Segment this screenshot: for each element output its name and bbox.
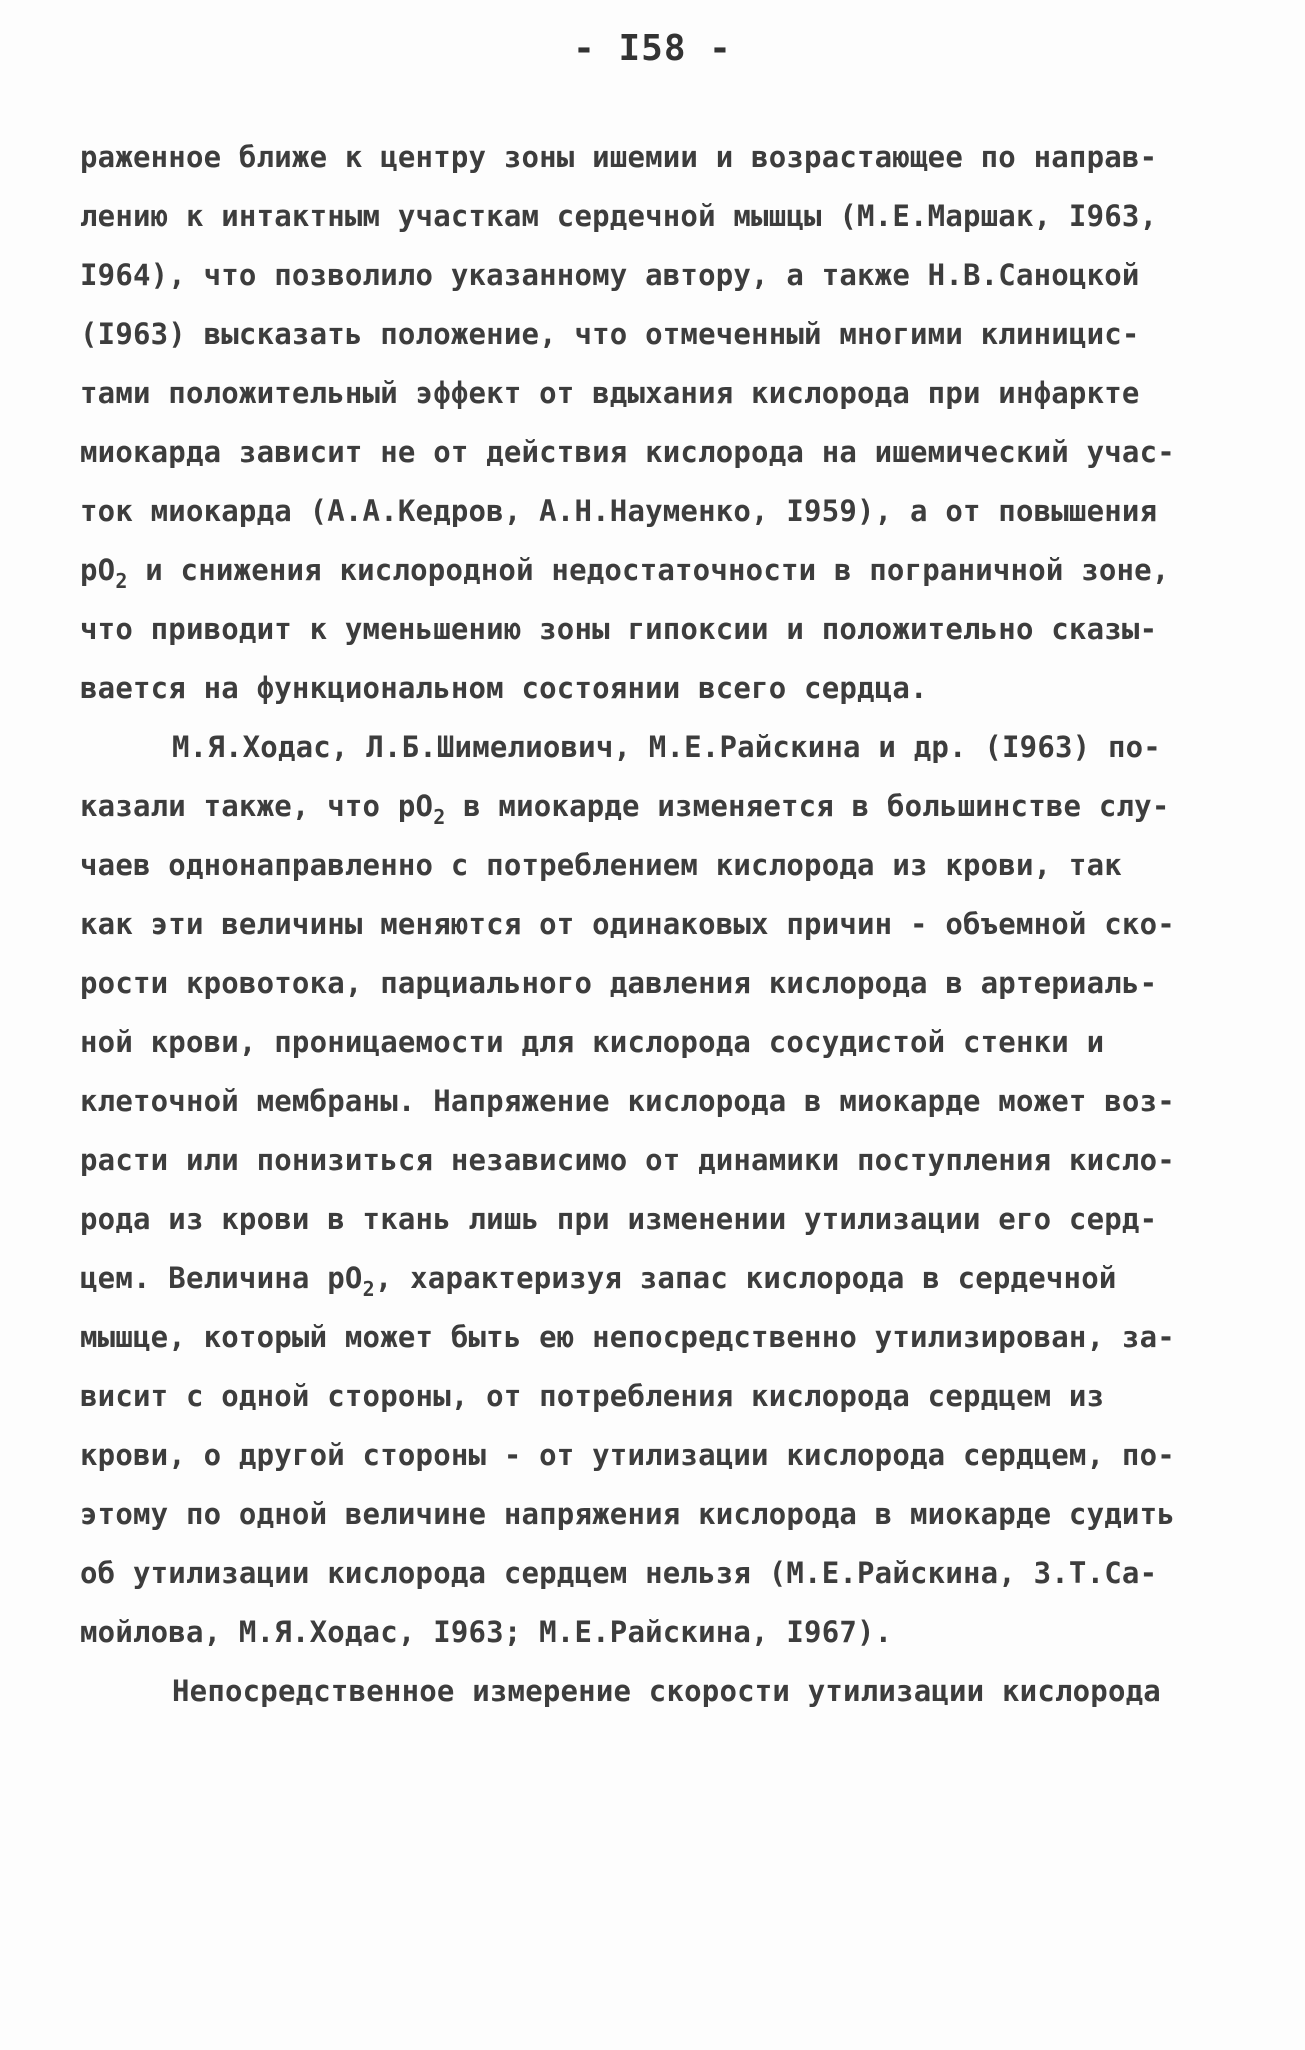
paragraph-first-line: М.Я.Ходас, Л.Б.Шимелиович, М.Е.Райскина и др. (I963) по- <box>172 730 1161 764</box>
text-line: об утилизации кислорода сердцем нельзя (М.Е.Райскина, З.Т.Са- <box>80 1556 1158 1590</box>
text-line <box>80 1258 1117 1309</box>
subscript: 2 <box>433 805 446 829</box>
line-rest: и снижения кислородной недостаточности в пограничной зоне, <box>127 553 1170 587</box>
text-line: миокарда зависит не от действия кислорода на ишемический учас- <box>80 435 1175 469</box>
line-start: казали также, что pO <box>80 789 434 823</box>
line-rest: , характеризуя запас кислорода в сердечной <box>374 1261 1117 1295</box>
text-line: ток миокарда (А.А.Кедров, А.Н.Науменко, I959), а от повышения <box>80 494 1158 528</box>
text-line: рости кровотока, парциального давления кислорода в артериаль- <box>80 966 1158 1000</box>
text-line: чаев однонаправленно с потреблением кислорода из крови, так <box>80 848 1122 882</box>
text-line: (I963) высказать положение, что отмеченный многими клиницис- <box>80 317 1140 351</box>
line-rest: в миокарде изменяется в большинстве слу- <box>445 789 1170 823</box>
text-line: как эти величины меняются от одинаковых причин - объемной ско- <box>80 907 1175 941</box>
po2-symbol: pO <box>80 553 116 587</box>
text-line: раженное ближе к центру зоны ишемии и возрастающее по направ- <box>80 140 1158 174</box>
page-number: - I58 - <box>573 28 732 69</box>
text-line <box>80 786 1170 837</box>
subscript: 2 <box>362 1277 375 1301</box>
text-line: тами положительный эффект от вдыхания кислорода при инфаркте <box>80 376 1140 410</box>
text-line: мойлова, М.Я.Ходас, I963; М.Е.Райскина, I967). <box>80 1615 893 1649</box>
line-start: цем. Величина pO <box>80 1261 363 1295</box>
text-line: рода из крови в ткань лишь при изменении утилизации его серд- <box>80 1202 1158 1236</box>
text-line: висит с одной стороны, от потребления кислорода сердцем из <box>80 1379 1105 1413</box>
paragraph-first-line: Непосредственное измерение скорости утилизации кислорода <box>172 1674 1161 1708</box>
text-line: этому по одной величине напряжения кислорода в миокарде судить <box>80 1497 1175 1531</box>
text-line: ной крови, проницаемости для кислорода сосудистой стенки и <box>80 1025 1105 1059</box>
text-line: что приводит к уменьшению зоны гипоксии и положительно сказы- <box>80 612 1158 646</box>
text-line: I964), что позволило указанному автору, а также Н.В.Саноцкой <box>80 258 1140 292</box>
text-line: расти или понизиться независимо от динамики поступления кисло- <box>80 1143 1175 1177</box>
text-line: вается на функциональном состоянии всего сердца. <box>80 671 928 705</box>
text-line: крови, о другой стороны - от утилизации кислорода сердцем, по- <box>80 1438 1175 1472</box>
text-line: лению к интактным участкам сердечной мышцы (М.Е.Маршак, I963, <box>80 199 1158 233</box>
text-line: клеточной мембраны. Напряжение кислорода в миокарде может воз- <box>80 1084 1175 1118</box>
text-line: мышце, который может быть ею непосредственно утилизирован, за- <box>80 1320 1175 1354</box>
text-line <box>80 550 1170 601</box>
subscript: 2 <box>115 569 128 593</box>
